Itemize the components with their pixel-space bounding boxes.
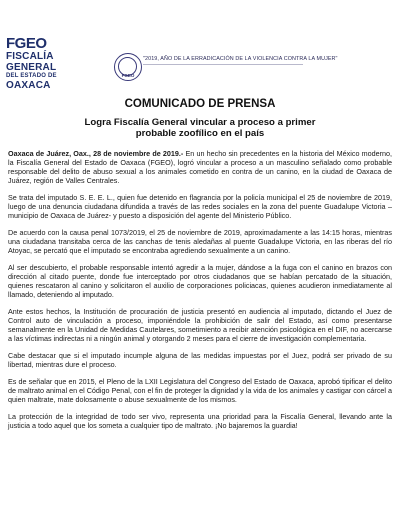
logo-line-fiscalia: FISCALÍA (6, 51, 54, 62)
banner-divider (143, 64, 303, 65)
paragraph-8: La protección de la integridad de todo ser vivo, representa una prioridad para la Fiscalía General, llevando ante la justicia a todo aquel que los someta a cualquier tipo de maltrato. ¡No bajaremos la guardia! (8, 412, 392, 430)
logo-line-oaxaca: OAXACA (6, 80, 51, 91)
logo-line-del-estado: DEL ESTADO DE (6, 73, 57, 79)
logo-acronym: FGEO (6, 35, 47, 52)
document-headline: Logra Fiscalía General vincular a proceso a primer probable zoofílico en el país (84, 117, 316, 139)
paragraph-4: Al ser descubierto, el probable responsable intentó agredir a la mujer, dándose a la fuga con el canino en brazos con dirección al citado puente, donde fue interceptado por otros ciudadanos que se habían percatado de la situación, quienes rescataron al canino y solicitaron el auxilio de corporaciones policiacas, quienes acudieron inmediatamente al llamado, deteniendo al imputado. (8, 263, 392, 299)
paragraph-2: Se trata del imputado S. E. E. L., quien fue detenido en flagrancia por la policía municipal el 25 de noviembre de 2019, luego de una denuncia ciudadana difundida a través de las redes sociales en la zona del puente Guadalupe Victoria –municipio de Oaxaca de Juárez- y puesto a disposición del agente del Ministerio Público. (8, 193, 392, 220)
paragraph-7: Es de señalar que en 2015, el Pleno de la LXII Legislatura del Congreso del Estado de Oaxaca, aprobó tipificar el delito de maltrato animal en el Código Penal, con el fin de proteger la dignidad y la vida de los animales y castigar con cárcel a quien maltrate, mate dolosamente o abuse sexualmente de los mismos. (8, 377, 392, 404)
seal-label: FGEO (121, 73, 135, 78)
fgeo-logo (6, 36, 92, 91)
paragraph-1: Oaxaca de Juárez, Oax., 28 de noviembre de 2019.- En un hecho sin precedentes en la historia del México moderno, la Fiscalía General del Estado de Oaxaca (FGEO), logró vincular a proceso a un masculino señalado como probable responsable del delito de abuso sexual a los animales cometido en contra de un canino, en la ciudad de Oaxaca de Juárez, región de Valles Centrales. (8, 149, 392, 185)
logo-line-general: GENERAL (6, 62, 57, 73)
paragraph-3: De acuerdo con la causa penal 1073/2019, el 25 de noviembre de 2019, aproximadamente a las 14:15 horas, mientras una ciudadana transitaba cerca de las canchas de tenis aledañas al puente Guadalupe Victoria, en las riberas del río Atoyac, se percató que el imputado se encontraba agrediendo sexualmente a un canino. (8, 228, 392, 255)
letterhead (0, 0, 400, 100)
dateline: Oaxaca de Juárez, Oax., 28 de noviembre de 2019.- (8, 149, 184, 158)
paragraph-6: Cabe destacar que si el imputado incumple alguna de las medidas impuestas por el Juez, podrá ser privado de su libertad, mientras dure el proceso. (8, 351, 392, 369)
paragraph-5: Ante estos hechos, la Institución de procuración de justicia presentó en audiencia al imputado, dictando el Juez de Control auto de vinculación a proceso, imponiéndole la prohibición de salir del Estado, así como presentarse semanalmente en la Unidad de Medidas Cautelares, sometimiento a recibir atención psicológica en el DIF, no acercarse a las víctimas indirectas ni a ningún animal y otorgando 2 meses para el cierre de investigación complementaria. (8, 307, 392, 343)
year-banner: "2019, AÑO DE LA ERRADICACIÓN DE LA VIOLENCIA CONTRA LA MUJER" (143, 56, 338, 62)
seal-icon (114, 53, 142, 81)
document-title: COMUNICADO DE PRENSA (124, 98, 276, 110)
document-body (8, 149, 392, 438)
